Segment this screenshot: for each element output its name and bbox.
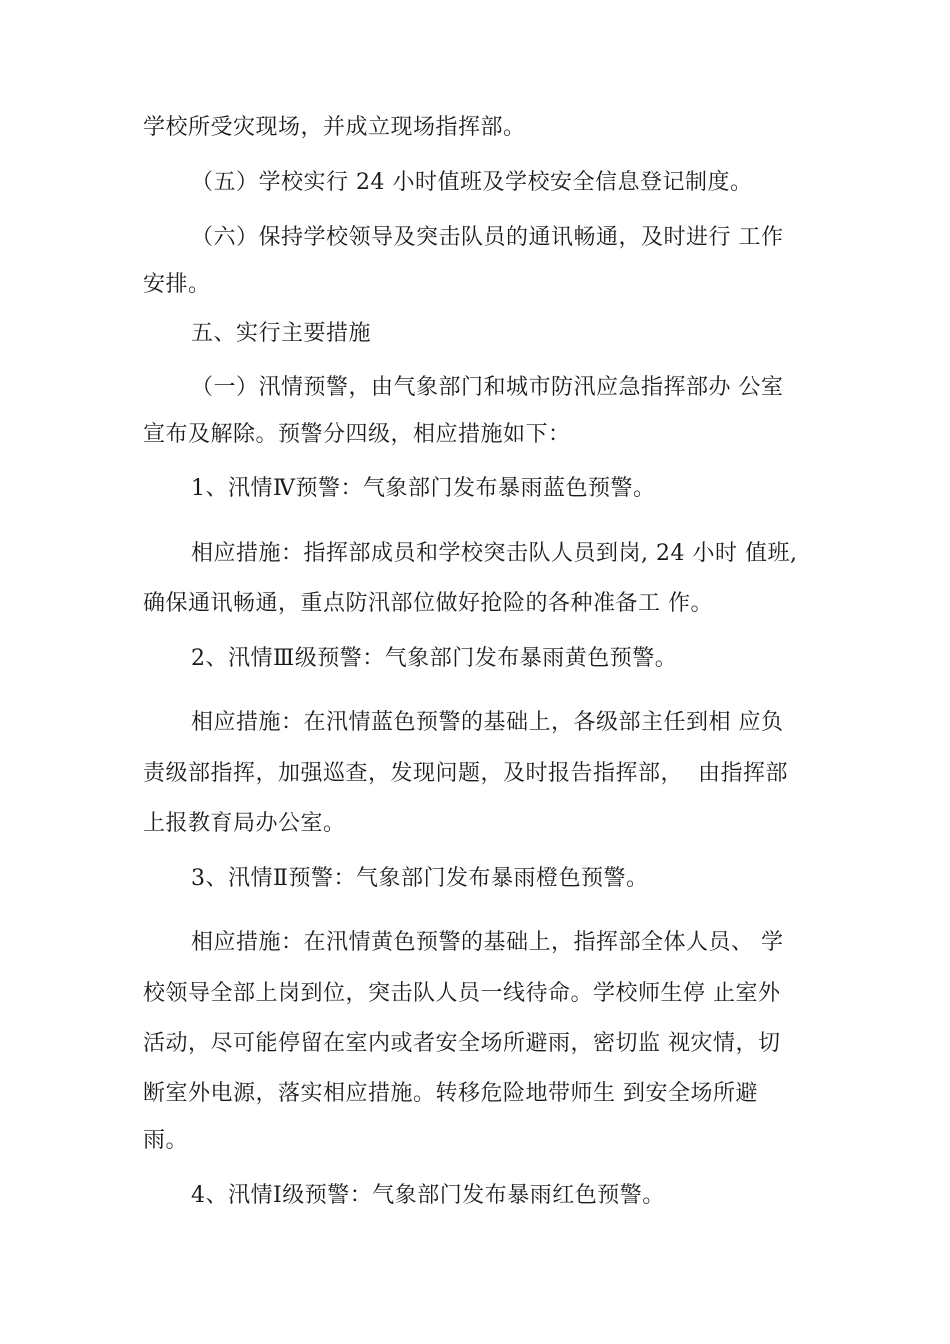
text-line: 雨。 [143, 1128, 189, 1153]
text-line: 宣布及解除。预警分四级，相应措施如下： [143, 422, 571, 447]
text-line: 上报教育局办公室。 [143, 811, 346, 836]
text-line: 断室外电源，落实相应措施。转移危险地带师生 到安全场所避 [143, 1081, 758, 1106]
text-line: 确保通讯畅通，重点防汛部位做好抢险的各种准备工 作。 [143, 591, 713, 616]
text-line: （六）保持学校领导及突击队员的通讯畅通，及时进行 工作 [191, 225, 784, 250]
text-line: 安排。 [143, 272, 211, 297]
text-line: 学校所受灾现场，并成立现场指挥部。 [143, 115, 526, 140]
text-line: 3、汛情Ⅱ预警：气象部门发布暴雨橙色预警。 [191, 866, 649, 891]
text-line: （五）学校实行 24 小时值班及学校安全信息登记制度。 [191, 170, 753, 195]
text-line: 1、汛情Ⅳ预警：气象部门发布暴雨蓝色预警。 [191, 476, 656, 501]
text-line: 活动，尽可能停留在室内或者安全场所避雨，密切监 视灾情，切 [143, 1031, 781, 1056]
text-line: 2、汛情Ⅲ级预警：气象部门发布暴雨黄色预警。 [191, 646, 678, 671]
text-line: 校领导全部上岗到位，突击队人员一线待命。学校师生停 止室外 [143, 981, 781, 1006]
section-heading: 五、实行主要措施 [191, 321, 372, 346]
text-line: 4、汛情Ⅰ级预警：气象部门发布暴雨红色预警。 [191, 1183, 665, 1208]
text-line: 相应措施：指挥部成员和学校突击队人员到岗, 24 小时 值班, [191, 541, 798, 566]
text-line: 相应措施：在汛情蓝色预警的基础上，各级部主任到相 应负 [191, 710, 784, 735]
text-line: 相应措施：在汛情黄色预警的基础上，指挥部全体人员、 学 [191, 930, 784, 955]
text-line: （一）汛情预警，由气象部门和城市防汛应急指挥部办 公室 [191, 375, 784, 400]
text-line: 责级部指挥，加强巡查，发现问题，及时报告指挥部， 由指挥部 [143, 761, 788, 786]
